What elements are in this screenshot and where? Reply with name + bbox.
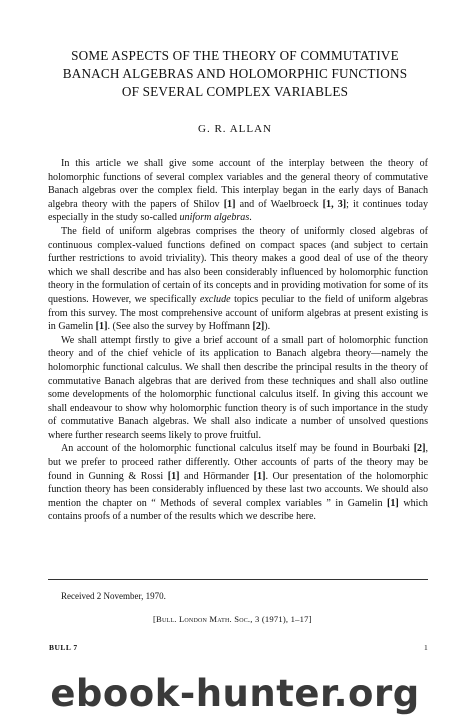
paragraph-text: and of Waelbroeck — [235, 198, 323, 210]
citation-ref: [2] — [413, 443, 426, 455]
title-line: BANACH ALGEBRAS AND HOLOMORPHIC FUNCTIONS — [62, 66, 408, 81]
watermark-text: ebook-hunter.org — [50, 672, 420, 715]
paragraph-text: which contains proofs of a number of the results which we describe here. — [48, 497, 428, 523]
signature-mark: BULL 7 — [49, 643, 78, 652]
paper-title — [30, 47, 440, 101]
emphasis-text: uniform algebras — [179, 212, 250, 224]
paragraph-text: topics peculiar to the field of uniform algebras from this survey. The most comprehensive account of uniform algebras at present existing is in Gamelin — [48, 293, 428, 333]
emphasis-text: exclude — [199, 293, 231, 305]
paragraph-text: ). — [264, 321, 271, 333]
citation-ref: [1] — [253, 470, 266, 482]
paragraph-text: The field of uniform algebras comprises the theory of uniformly closed algebras of continuous complex-valued functions defined on compact spaces (and subject to certain further restrictions to avoid triviality). This theory makes a good deal of use of the theory which we shall describe and has also been considerably influenced by holomorphic function theory in the formulation of certain of its concepts and in providing motivation for some of its questions. However, we specifically — [48, 225, 428, 305]
footnote-divider — [48, 579, 428, 580]
body-paragraph — [48, 157, 428, 225]
body-paragraph — [48, 442, 428, 524]
citation-ref: [1] — [167, 470, 180, 482]
citation-ref: [2] — [252, 321, 265, 333]
citation-ref: [1] — [95, 321, 108, 333]
paragraph-text: In this article we shall give some account of the interplay between the theory of holomorphic functions of several complex variables and the general theory of commutative Banach algebras over the complex field. This interplay began in the early days of Banach algebra theory with the papers of Shilov — [48, 158, 428, 210]
title-line: OF SEVERAL COMPLEX VARIABLES — [121, 84, 349, 99]
body-text — [48, 157, 428, 524]
body-paragraph — [48, 334, 428, 443]
author-name: G. R. ALLAN — [198, 123, 272, 135]
paragraph-text: . — [249, 212, 252, 224]
paragraph-text: and Hörmander — [179, 470, 254, 482]
citation-ref: [1] — [387, 497, 399, 509]
paragraph-text: . (See also the survey by Hoffmann — [107, 321, 253, 333]
paragraph-text: . Our presentation of the holomorphic function theory has been considerably influenced by these last two accounts. We should also mention the chapter on “ Methods of several complex variables ” in Gamelin — [48, 470, 429, 509]
paragraph-text: , but we prefer to proceed rather differently. Other accounts of parts of the theory may be found in Gunning & Rossi — [48, 443, 428, 482]
citation-ref: [1] — [223, 198, 236, 210]
journal-citation: [Bull. London Math. Soc., 3 (1971), 1–17] — [153, 614, 312, 624]
paragraph-text: An account of the holomorphic functional calculus itself may be found in Bourbaki — [61, 443, 414, 455]
title-line: SOME ASPECTS OF THE THEORY OF COMMUTATIVE — [71, 48, 399, 63]
body-paragraph — [48, 225, 428, 334]
paragraph-text: We shall attempt firstly to give a brief account of a small part of holomorphic function theory and of the chief vehicle of its application to Banach algebra theory—namely the holomorphic functional calculus. We shall then describe the principal results in the theory of commutative Banach algebras that are derived from these techniques and shall also outline some developments of the holomorphic functional calculus itself. In giving this account we shall endeavour to show why holomorphic function theory is of such importance in the study of commutative Banach algebras. We shall also indicate a number of unsolved questions where further research seems likely to prove fruitful. — [48, 334, 428, 441]
citation-ref: [1, 3] — [322, 198, 347, 210]
received-date: Received 2 November, 1970. — [61, 591, 166, 601]
paragraph-text: ; it continues today especially in the study so-called — [48, 198, 429, 224]
page-number: 1 — [424, 643, 428, 652]
